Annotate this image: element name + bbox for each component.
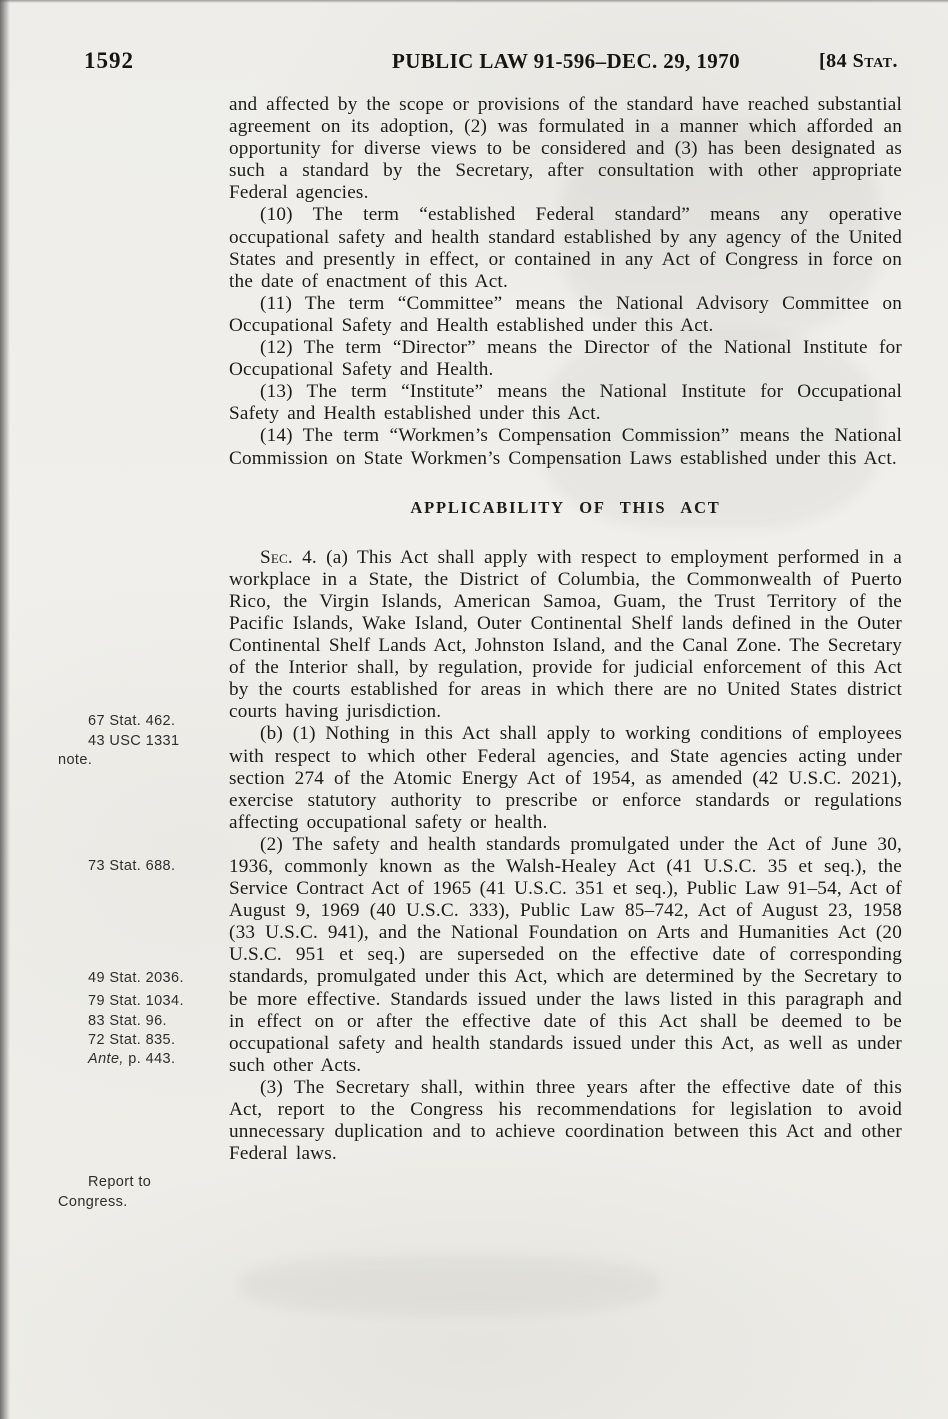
paragraph-standard-adoption-continuation: and affected by the scope or provisions of the standard have reached substantial agreement on its adoption, (2) was formulated in a manner which afforded an opportunity for diverse views to be considered and (3) has been designated as such a standard by the Secretary, after consultation with other appropriate Federal agencies. — [229, 94, 902, 204]
sec-small-caps: Sec. — [260, 546, 293, 568]
sec4a-text: 4. (a) This Act shall apply with respect to employment performed in a workplace in a State, the District of Columbia, the Commonwealth of Puerto Rico, the Virgin Islands, American Samoa, Guam, the Trust Territory of the Pacific Islands, Wake Island, Outer Continental Shelf lands defined in the Outer Continental Shelf Lands Act, Johnston Island, and the Canal Zone. The Secretary of the Interior shall, by regulation, provide for judicial enforcement of this Act by the courts established for areas in which there are no United States district courts having jurisdiction. — [229, 546, 902, 723]
margin-note-line: 73 Stat. 688. — [88, 858, 176, 874]
statute-body-text — [229, 94, 902, 1165]
margin-note-atomic-energy-citation — [58, 857, 216, 877]
paragraph-definition-10-established-federal-standard: (10) The term “established Federal standard” means any operative occupational safety and health standard established by any agency of the United States and presently in effect, or contained in any Act of Congress in force on the date of enactment of this Act. — [229, 204, 902, 292]
paragraph-sec4a-applicability — [229, 547, 902, 724]
paragraph-definition-11-committee: (11) The term “Committee” means the National Advisory Committee on Occupational Safety and Health established under this Act. — [229, 292, 902, 336]
margin-note-walsh-healey-citation — [58, 969, 216, 989]
page-number: 1592 — [84, 48, 134, 73]
paragraph-sec4b3-report-to-congress: (3) The Secretary shall, within three years after the effective date of this Act, report to the Congress his recommendations for legislation to avoid unnecessary duplication and to achieve coordination between this Act and other Federal laws. — [229, 1076, 902, 1165]
paragraph-definition-12-director: (12) The term “Director” means the Director of the National Institute for Occupational Safety and Health. — [229, 337, 902, 381]
margin-note-line: 49 Stat. 2036. — [88, 970, 184, 986]
margin-note-line: note. — [58, 752, 93, 768]
ink-bleedthrough-smudge — [240, 1255, 660, 1315]
margin-note-line: 79 Stat. 1034. — [88, 993, 184, 1009]
paragraph-sec4b1-exemptions: (b) (1) Nothing in this Act shall apply to working conditions of employees with respect to which other Federal agencies, and State agencies acting under section 274 of the Atomic Energy Act of 1954, as amended (42 U.S.C. 2021), exercise statutory authority to prescribe or enforce standards or regulations affecting occupational safety or health. — [229, 723, 902, 833]
margin-note-line: 67 Stat. 462. — [88, 713, 176, 729]
margin-note-stat-citations — [58, 992, 216, 1051]
scan-edge-left — [0, 0, 10, 1419]
margin-note-report-to-congress — [58, 1173, 216, 1212]
section-heading-applicability: APPLICABILITY OF THIS ACT — [410, 497, 721, 517]
margin-note-line: 43 USC 1331 — [88, 732, 180, 749]
margin-note-line: 83 Stat. 96. — [88, 1012, 167, 1029]
margin-note-line: 72 Stat. 835. — [88, 1032, 176, 1048]
paragraph-definition-14-workmens-compensation-commission: (14) The term “Workmen’s Compensation Commission” means the National Commission on State Workmen’s Compensation Laws established under this Act. — [229, 425, 902, 469]
header-stat-citation — [819, 50, 898, 73]
margin-note-ante-citation — [58, 1050, 216, 1070]
header-law-title: PUBLIC LAW 91-596–DEC. 29, 1970 — [391, 49, 741, 73]
margin-notes-column — [58, 0, 216, 1419]
margin-note-ante-italic: Ante, — [88, 1051, 124, 1067]
paragraph-sec4b2-superseded-standards: (2) The safety and health standards promulgated under the Act of June 30, 1936, commonly known as the Walsh-Healey Act (41 U.S.C. 35 et seq.), the Service Contract Act of 1965 (41 U.S.C. 351 et seq.), Public Law 91–54, Act of August 9, 1969 (40 U.S.C. 333), Public Law 85–742, Act of August 23, 1958 (33 U.S.C. 941), and the National Foundation on Arts and Humanities Act (20 U.S.C. 951 et seq.) are superseded on the effective date of corresponding standards, promulgated under this Act, which are determined by the Secretary to be more effective. Standards issued under the laws listed in this paragraph and in effect on or after the effective date of this Act shall be deemed to be occupational safety and health standards issued under this Act, as well as under such other Acts. — [229, 833, 902, 1076]
margin-note-line: Congress. — [58, 1193, 128, 1210]
header-stat-label: Stat. — [852, 50, 898, 72]
paragraph-definition-13-institute: (13) The term “Institute” means the National Institute for Occupational Safety and Health established under this Act. — [229, 381, 902, 425]
margin-note-line — [58, 1050, 216, 1070]
margin-note-ante-rest: p. 443. — [123, 1051, 176, 1067]
header-stat-volume: [84 — [818, 50, 853, 72]
margin-note-line: Report to — [88, 1174, 152, 1190]
margin-note-shelf-lands-citation — [58, 712, 216, 771]
